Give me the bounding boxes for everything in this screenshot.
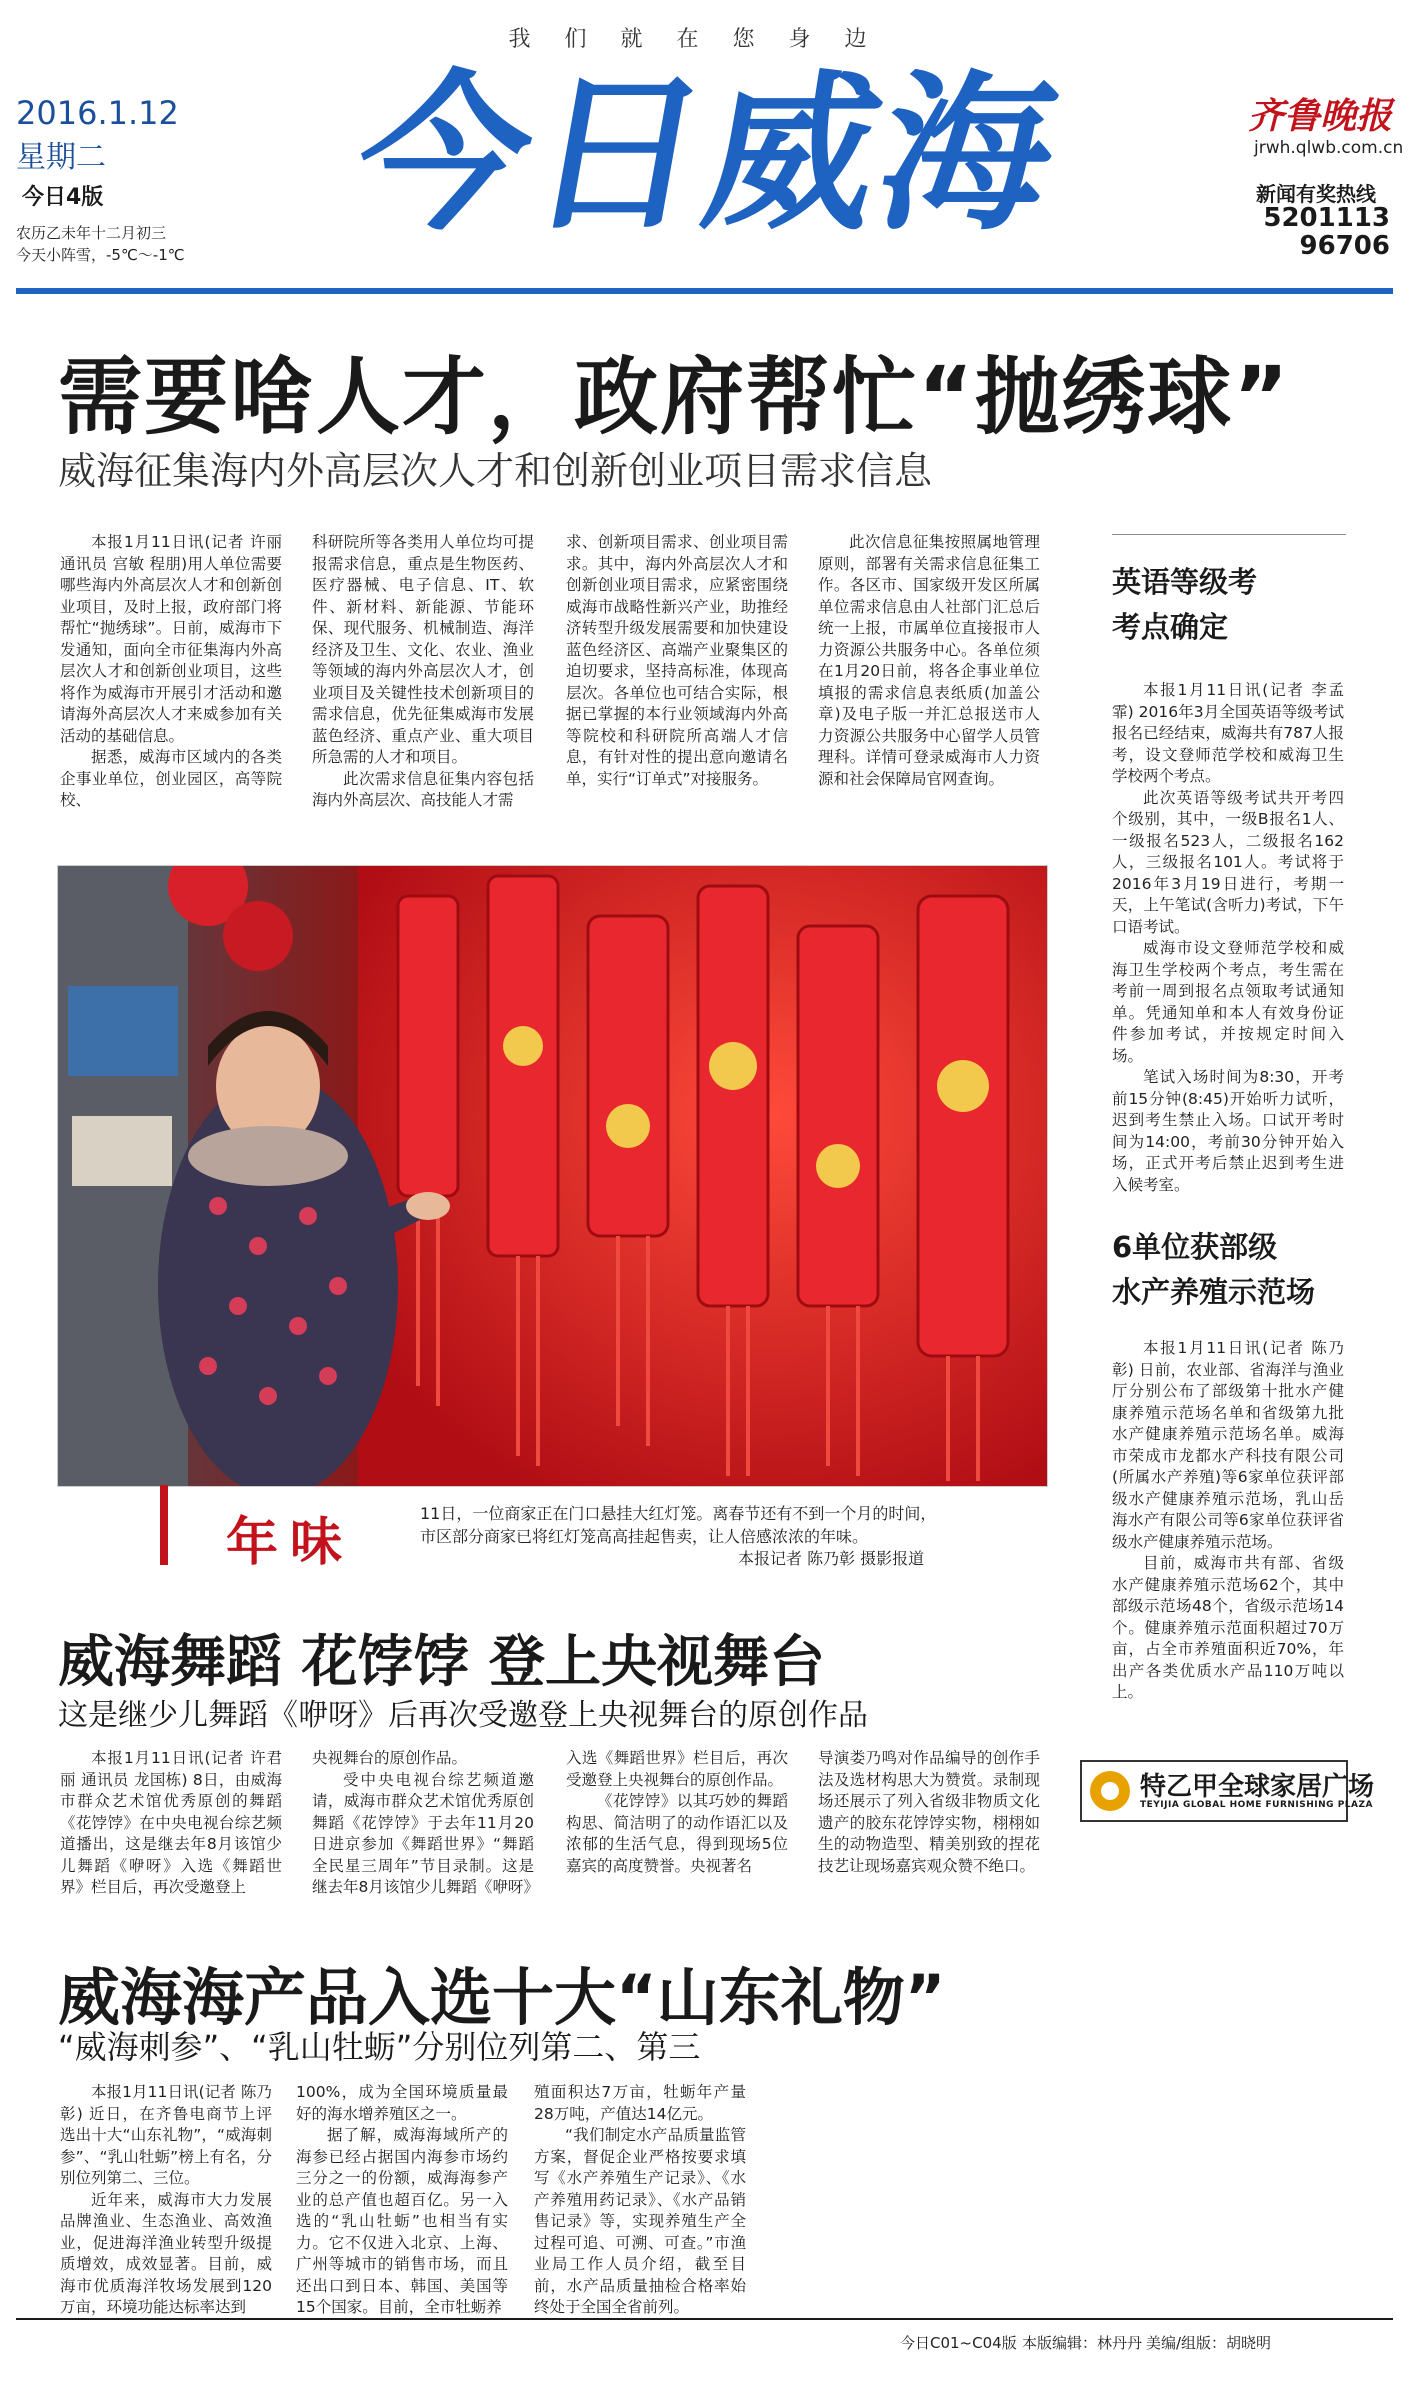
ad-english-name: TEYIJIA GLOBAL HOME FURNISHING PLAZA: [1140, 1800, 1373, 1810]
sidebar-rule: [1112, 534, 1346, 535]
story1-column-1: [60, 532, 282, 812]
side2-para-2: 目前，威海市共有部、省级水产健康养殖示范场62个，其中部级示范场48个，省级示范场14个。健康养殖示范面积超过70万亩，占全市养殖面积近70%，年出产各类优质水产品110万吨以上。: [1112, 1554, 1344, 1701]
story2-subhead: 这是继少儿舞蹈《咿呀》后再次受邀登上央视舞台的原创作品: [58, 1698, 868, 1733]
story3-subhead: “威海刺参”、“乳山牡蛎”分别位列第二、第三: [58, 2028, 701, 2066]
edition-label: 今日4版: [22, 185, 104, 210]
photo-label: 年味: [226, 1512, 355, 1573]
brand-logo: 齐鲁晚报: [1248, 95, 1393, 137]
story1-col2-para2: 此次需求信息征集内容包括海内外高层次、高技能人才需: [312, 769, 534, 809]
story1-col4-para: 此次信息征集按照属地管理原则，部署有关需求信息征集工作。各区市、国家级开发区所属单位需求信息由人社部门汇总后统一上报，市属单位直接报市人力资源公共服务中心。各单位须在1月20日前，将各企事业单位填报的需求信息表纸质(加盖公章)及电子版一并汇总报送市人力资源公共服务中心留学人员管理科。详情可登录威海市人力资源和社会保障局官网查询。: [818, 533, 1040, 788]
hotline-number-1: 5201113: [1263, 203, 1390, 233]
story1-col1-para2: 据悉，威海市区域内的各类企事业单位，创业园区，高等院校、: [60, 748, 282, 809]
lunar-date: 农历乙未年十二月初三: [16, 224, 167, 242]
lantern-shop-illustration: [58, 866, 1047, 1486]
story1-column-4: [818, 532, 1040, 790]
story2-col4-para: 导演娄乃鸣对作品编导的创作手法及选材构思大为赞赏。录制现场还展示了列入省级非物质文化遗产的胶东花饽饽实物，栩栩如生的动物造型、精美别致的捏花技艺让现场嘉宾观众赞不绝口。: [818, 1749, 1040, 1875]
story2-column-1: [60, 1748, 282, 1899]
story1-column-3: [566, 532, 788, 790]
masthead-title: 今日威海: [342, 56, 1074, 254]
side1-para-2: 此次英语等级考试共开考四个级别，其中，一级B报名1人、一级报名523人，二级报名162人，三级报名101人。考试将于2016年3月19日进行，考期一天，上午笔试(含听力)考试，下午口语考试。: [1112, 788, 1344, 936]
story1-column-2: [312, 532, 534, 812]
story2-col1-para: 本报1月11日讯(记者 许君丽 通讯员 龙国栋) 8日，由威海市群众艺术馆优秀原创的舞蹈《花饽饽》在中央电视台综艺频道播出，这是继去年8月该馆少儿舞蹈《咿呀》入选《舞蹈世界》栏目后，再次受邀登上: [60, 1749, 282, 1896]
side1-para-4: 笔试入场时间为8:30，开考前15分钟(8:45)开始听力试听，迟到考生禁止入场。口试开考时间为14:00，考前30分钟开始入场，正式开考后禁止迟到考生进入候考室。: [1112, 1068, 1344, 1194]
story3-column-2: [296, 2082, 508, 2319]
story3-col2-para: 100%，成为全国环境质量最好的海水增养殖区之一。: [296, 2083, 508, 2123]
story3-col1-para: 本报1月11日讯(记者 陈乃彰) 近日，在齐鲁电商节上评选出十大“山东礼物”，“威海刺参”、“乳山牡蛎”榜上有名，分别位列第二、三位。: [60, 2083, 272, 2187]
story1-subhead: 威海征集海内外高层次人才和创新创业项目需求信息: [58, 449, 933, 493]
footer-rule: [16, 2318, 1393, 2320]
side1-title-line1: 英语等级考: [1112, 565, 1258, 599]
side2-title: [1112, 1225, 1315, 1315]
story1-col1-para: 本报1月11日讯(记者 许丽 通讯员 宫敏 程朋)用人单位需要哪些海内外高层次人才和创新创业项目，及时上报，政府部门将帮忙“抛绣球”。日前，威海市下发通知，面向全市征集海内外高层次人才和创新创业项目，这些将作为威海市开展引才活动和邀请海外高层次人才来威参加有关活动的基础信息。: [60, 533, 282, 745]
footer-pages: 今日C01~C04版: [900, 2334, 1017, 2352]
hotline-label: 新闻有奖热线: [1256, 182, 1376, 206]
weather-text: 今天小阵雪，-5℃～-1℃: [16, 246, 185, 264]
side2-title-line2: 水产养殖示范场: [1112, 1275, 1316, 1309]
side1-title-line2: 考点确定: [1112, 610, 1229, 644]
brand-url: jrwh.qlwb.com.cn: [1254, 138, 1404, 158]
story3-col1-para2: 近年来，威海市大力发展品牌渔业、生态渔业、高效渔业，促进海洋渔业转型升级提质增效，成效显著。目前，威海市优质海洋牧场发展到120万亩，环境功能达标率达到: [60, 2190, 272, 2316]
footer-designer: 美编/组版：胡晓明: [1146, 2334, 1272, 2352]
ad-logo-icon: [1090, 1771, 1130, 1811]
issue-weekday: 星期二: [16, 140, 106, 175]
side2-body: [1112, 1338, 1344, 1704]
story2-column-2: [312, 1748, 539, 1899]
story3-column-3: [534, 2082, 746, 2319]
photo-credit: 本报记者 陈乃彰 摄影报道: [738, 1549, 925, 1568]
story2-col3-para2: 《花饽饽》以其巧妙的舞蹈构思、简洁明了的动作语汇以及浓郁的生活气息，得到现场5位嘉宾的高度赞誉。央视著名: [566, 1792, 788, 1875]
story3-column-1: [60, 2082, 272, 2319]
story3-col2-para2: 据了解，威海海域所产的海参已经占据国内海参市场约三分之一的份额，威海海参产业的总产值也超百亿。另一入选的“乳山牡蛎”也相当有实力。它不仅进入北京、上海、广州等城市的销售市场，而且还出口到日本、韩国、美国等15个国家。目前，全市牡蛎养: [296, 2126, 508, 2316]
story2-col3-para: 入选《舞蹈世界》栏目后，再次受邀登上央视舞台的原创作品。: [566, 1749, 788, 1789]
masthead-rule: [16, 288, 1393, 294]
story1-col3-para: 求、创新项目需求、创业项目需求。其中，海内外高层次人才和创新创业项目需求，应紧密围绕威海市战略性新兴产业，助推经济转型升级发展需要和加快建设蓝色经济区、高端产业聚集区的迫切要求，坚持高标准，体现高层次。各单位也可结合实际，根据已掌握的本行业领域海内外高等院校和科研院所高端人才信息，有针对性的提出意向邀请名单，实行“订单式”对接服务。: [566, 533, 788, 788]
photo-label-bar: [160, 1485, 168, 1565]
side1-title: [1112, 560, 1257, 650]
side2-title-line1: 6单位获部级: [1112, 1230, 1278, 1264]
story2-column-4: [818, 1748, 1040, 1877]
issue-date: 2016.1.12: [16, 94, 179, 132]
masthead-slogan: 我们就在您身边: [508, 27, 901, 52]
story3-col3-para: 殖面积达7万亩，牡蛎年产量28万吨，产值达14亿元。: [534, 2083, 746, 2123]
footer-editor: 本版编辑：林丹丹: [1022, 2334, 1143, 2352]
story2-headline: 威海舞蹈 花饽饽 登上央视舞台: [58, 1630, 825, 1695]
story3-col3-para2: “我们制定水产品质量监管方案，督促企业严格按要求填写《水产养殖生产记录》、《水产养殖用药记录》、《水产品销售记录》等，实现养殖生产全过程可追、可溯、可查。”市渔业局工作人员介绍，截至目前，水产品质量抽检合格率始终处于全国全省前列。: [534, 2126, 746, 2316]
story2-col2-para2: 受中央电视台综艺频道邀请，威海市群众艺术馆优秀原创舞蹈《花饽饽》于去年11月20日进京参加《舞蹈世界》“舞蹈全民星三周年”节目录制。这是继去年8月该馆少儿舞蹈《咿呀》: [312, 1770, 539, 1896]
story1-headline: 需要啥人才，政府帮忙“抛绣球”: [58, 348, 1291, 446]
hotline-numbers: [1238, 204, 1390, 260]
side2-para-1: 本报1月11日讯(记者 陈乃彰) 日前，农业部、省海洋与渔业厅分别公布了部级第十批水产健康养殖示范场名单和省级第九批水产健康养殖示范场名单。威海市荣成市龙都水产科技有限公司(所属水产养殖)等6家单位获评部级水产健康养殖示范场，乳山岳海水产有限公司等6家单位获评省级水产健康养殖示范场。: [1112, 1339, 1344, 1551]
side1-body: [1112, 680, 1344, 1196]
side1-para-1: 本报1月11日讯(记者 李孟霏) 2016年3月全国英语等级考试报名已经结束，威海共有787人报考，设文登师范学校和威海卫生学校两个考点。: [1112, 681, 1344, 785]
furniture-plaza-ad[interactable]: [1080, 1760, 1375, 1822]
news-photo-lanterns: [57, 865, 1048, 1487]
story2-col2-para: 央视舞台的原创作品。: [312, 1749, 468, 1767]
story3-headline: 威海海产品入选十大“山东礼物”: [58, 1961, 946, 2034]
hotline-number-2: 96706: [1299, 231, 1390, 261]
story1-col2-para: 科研院所等各类用人单位均可提报需求信息，重点是生物医药、医疗器械、电子信息、IT、软件、新材料、新能源、节能环保、现代服务、机械制造、海洋经济及卫生、文化、农业、渔业等领域的海内外高层次人才，创业项目及关键性技术创新项目的需求信息，优先征集威海市发展蓝色经济、重点产业、重大项目所急需的人才和项目。: [312, 533, 534, 766]
lunar-weather: [16, 222, 185, 266]
story2-column-3: [566, 1748, 788, 1877]
side1-para-3: 威海市设文登师范学校和威海卫生学校两个考点，考生需在考前一周到报名点领取考试通知单。凭通知单和本人有效身份证件参加考试，并按规定时间入场。: [1112, 939, 1344, 1065]
ad-name: 特乙甲全球家居广场: [1140, 1772, 1375, 1802]
photo-caption: 11日，一位商家正在门口悬挂大红灯笼。离春节还有不到一个月的时间，市区部分商家已将红灯笼高高挂起售卖，让人倍感浓浓的年味。: [420, 1504, 937, 1546]
